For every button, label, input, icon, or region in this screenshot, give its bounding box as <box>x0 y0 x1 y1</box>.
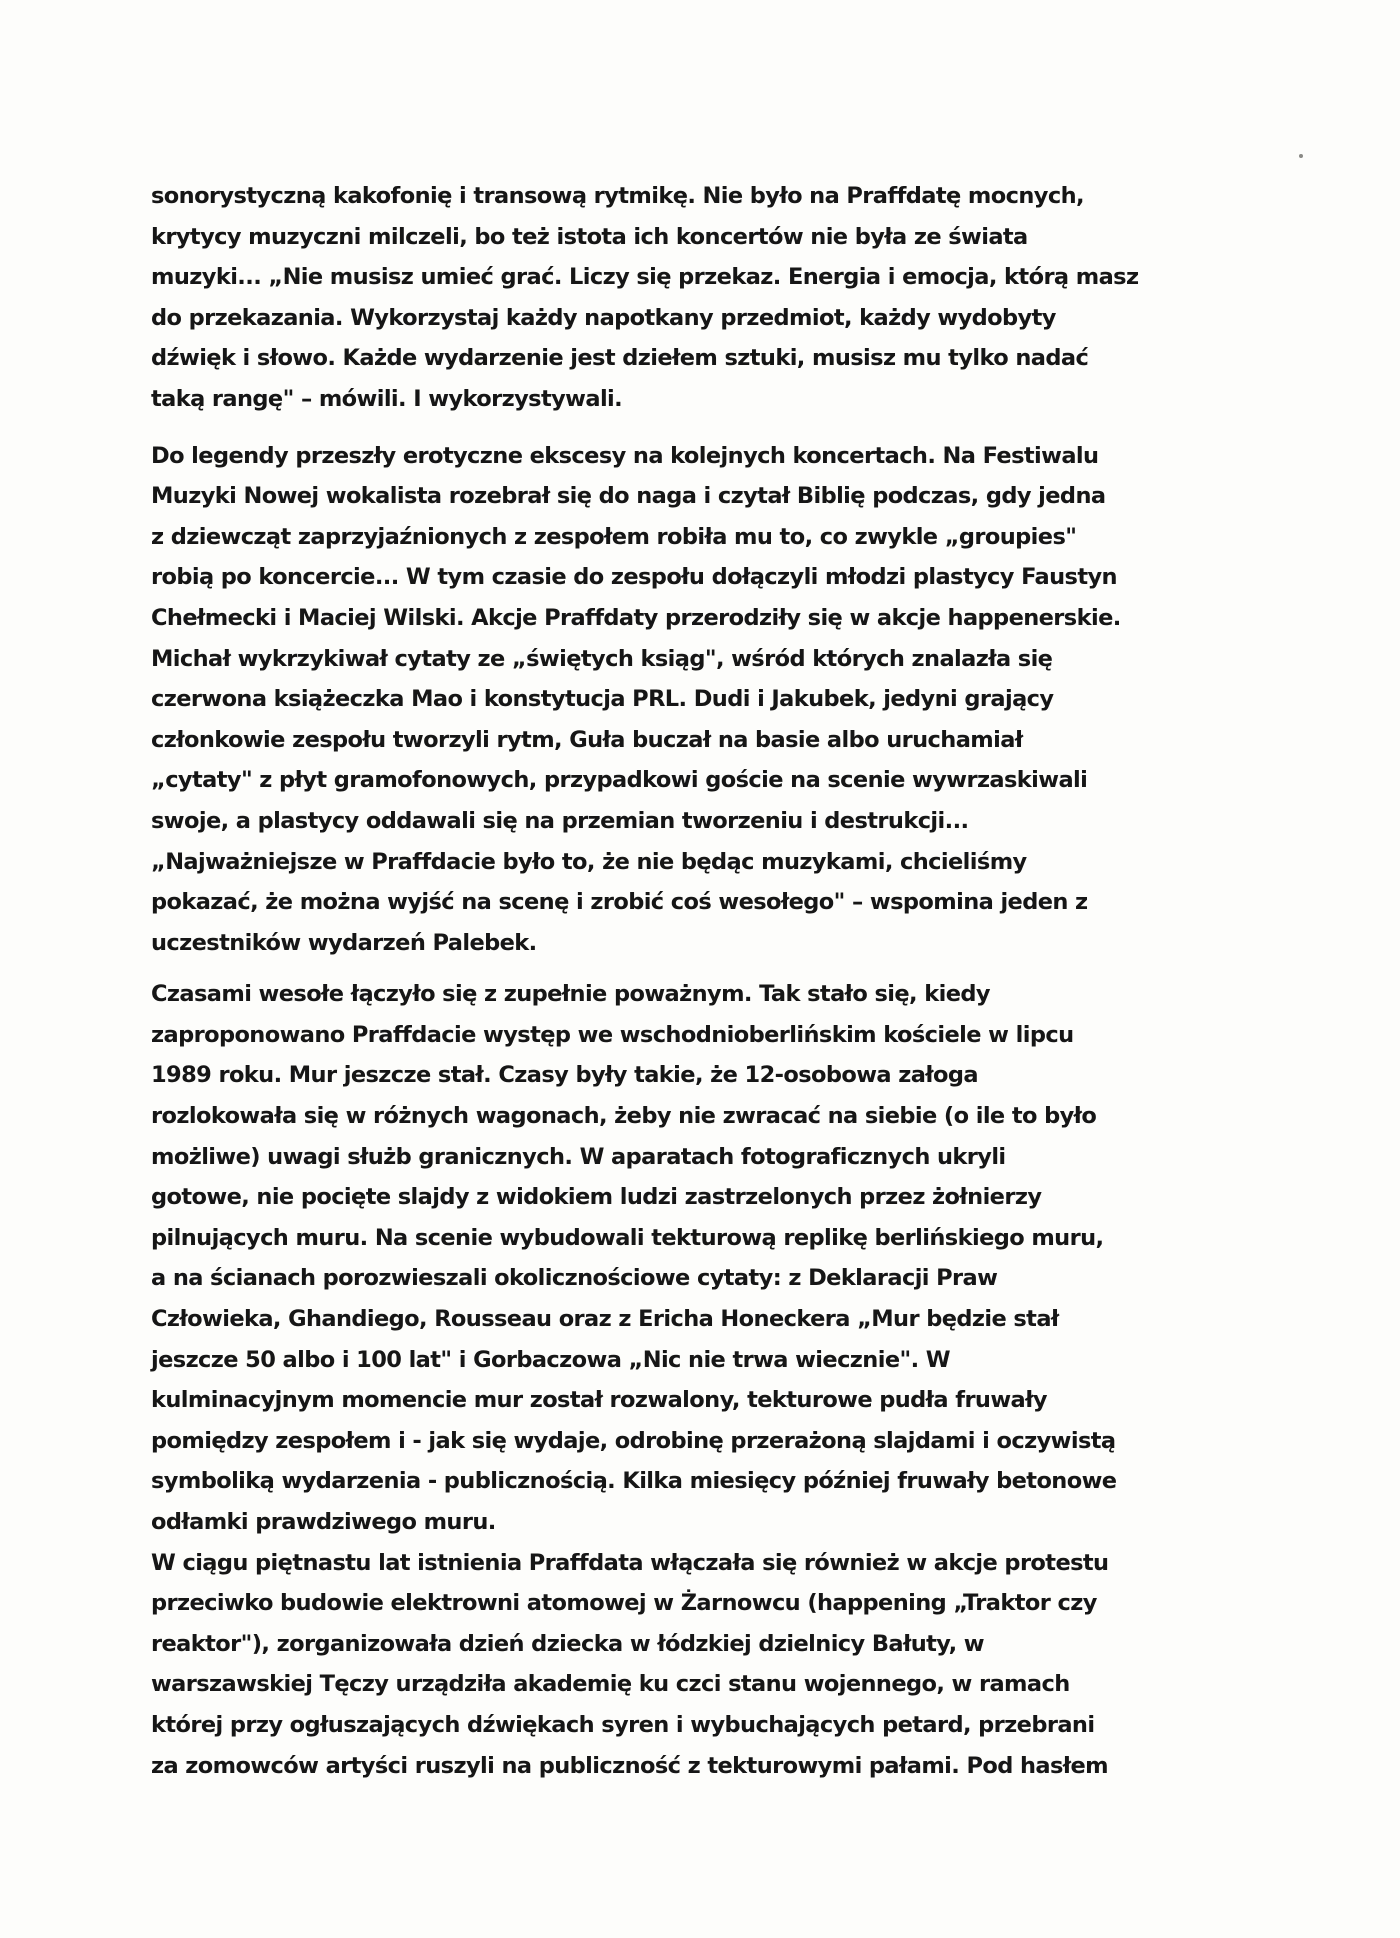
paragraph-spacing <box>151 420 1231 436</box>
text-line: robią po koncercie... W tym czasie do zespołu dołączyli młodzi plastycy Faustyn <box>151 564 1117 591</box>
text-line: taką rangę" – mówili. I wykorzystywali. <box>151 385 623 412</box>
text-line: pokazać, że można wyjść na scenę i zrobić coś wesołego" – wspomina jeden z <box>151 889 1088 916</box>
text-line: odłamki prawdziwego muru. <box>151 1509 496 1535</box>
body-text <box>151 176 1231 1786</box>
text-line: do przekazania. Wykorzystaj każdy napotkany przedmiot, każdy wydobyty <box>151 304 1056 331</box>
paragraph-spacing <box>151 963 1231 974</box>
text-line: kulminacyjnym momencie mur został rozwalony, tekturowe pudła fruwały <box>151 1387 1047 1414</box>
text-line: Człowieka, Ghandiego, Rousseau oraz z Ericha Honeckera „Mur będzie stał <box>151 1306 1059 1333</box>
text-line: sonorystyczną kakofonię i transową rytmikę. Nie było na Praffdatę mocnych, <box>151 183 1084 209</box>
text-line: gotowe, nie pocięte slajdy z widokiem ludzi zastrzelonych przez żołnierzy <box>151 1184 1042 1211</box>
text-line: pilnujących muru. Na scenie wybudowali tekturową replikę berlińskiego muru, <box>151 1224 1104 1251</box>
text-line: członkowie zespołu tworzyli rytm, Guła buczał na basie albo uruchamiał <box>151 726 1023 753</box>
text-line: Chełmecki i Maciej Wilski. Akcje Praffdaty przerodziły się w akcje happenerskie. <box>151 604 1121 631</box>
paragraph-3 <box>151 974 1231 1542</box>
paragraph-2 <box>151 436 1231 964</box>
text-line: Michał wykrzykiwał cytaty ze „świętych ksiąg", wśród których znalazła się <box>151 645 1053 672</box>
text-line: z dziewcząt zaprzyjaźnionych z zespołem robiła mu to, co zwykle „groupies" <box>151 523 1077 550</box>
text-line: czerwona książeczka Mao i konstytucja PRL. Dudi i Jakubek, jedyni grający <box>151 686 1054 713</box>
text-line: uczestników wydarzeń Palebek. <box>151 929 537 956</box>
text-line: a na ścianach porozwieszali okolicznościowe cytaty: z Deklaracji Praw <box>151 1265 998 1292</box>
text-line: W ciągu piętnastu lat istnienia Praffdata włączała się również w akcje protestu <box>151 1549 1109 1576</box>
text-line: krytycy muzyczni milczeli, bo też istota ich koncertów nie była ze świata <box>151 223 1028 250</box>
text-line: Czasami wesołe łączyło się z zupełnie poważnym. Tak stało się, kiedy <box>151 981 990 1008</box>
text-line: Muzyki Nowej wokalista rozebrał się do naga i czytał Biblię podczas, gdy jedna <box>151 483 1106 510</box>
text-line: symboliką wydarzenia - publicznością. Kilka miesięcy później fruwały betonowe <box>151 1468 1117 1495</box>
text-line: pomiędzy zespołem i - jak się wydaje, odrobinę przerażoną slajdami i oczywistą <box>151 1427 1116 1454</box>
text-line: jeszcze 50 albo i 100 lat" i Gorbaczowa „Nic nie trwa wiecznie". W <box>151 1346 951 1373</box>
text-line: Do legendy przeszły erotyczne ekscesy na kolejnych koncertach. Na Festiwalu <box>151 442 1099 469</box>
text-line: za zomowców artyści ruszyli na publiczność z tekturowymi pałami. Pod hasłem <box>151 1752 1109 1779</box>
text-line: przeciwko budowie elektrowni atomowej w Żarnowcu (happening „Traktor czy <box>151 1590 1097 1617</box>
text-line: 1989 roku. Mur jeszcze stał. Czasy były takie, że 12-osobowa załoga <box>151 1062 979 1089</box>
paragraph-4 <box>151 1543 1231 1787</box>
paper-speck <box>1299 154 1303 158</box>
text-line: zaproponowano Praffdacie występ we wschodnioberlińskim kościele w lipcu <box>151 1021 1074 1048</box>
text-line: „Najważniejsze w Praffdacie było to, że nie będąc muzykami, chcieliśmy <box>151 848 1027 875</box>
text-line: której przy ogłuszających dźwiękach syren i wybuchających petard, przebrani <box>151 1711 1095 1738</box>
text-line: rozlokowała się w różnych wagonach, żeby nie zwracać na siebie (o ile to było <box>151 1103 1097 1130</box>
text-line: dźwięk i słowo. Każde wydarzenie jest dziełem sztuki, musisz mu tylko nadać <box>151 345 1089 372</box>
text-line: „cytaty" z płyt gramofonowych, przypadkowi goście na scenie wywrzaskiwali <box>151 767 1088 794</box>
text-line: muzyki... „Nie musisz umieć grać. Liczy się przekaz. Energia i emocja, którą masz <box>151 264 1139 291</box>
text-line: możliwe) uwagi służb granicznych. W aparatach fotograficznych ukryli <box>151 1143 1006 1170</box>
paragraph-1 <box>151 176 1231 420</box>
text-line: warszawskiej Tęczy urządziła akademię ku czci stanu wojennego, w ramach <box>151 1671 1070 1698</box>
text-line: reaktor"), zorganizowała dzień dziecka w łódzkiej dzielnicy Bałuty, w <box>151 1630 984 1657</box>
text-line: swoje, a plastycy oddawali się na przemian tworzeniu i destrukcji... <box>151 807 969 834</box>
